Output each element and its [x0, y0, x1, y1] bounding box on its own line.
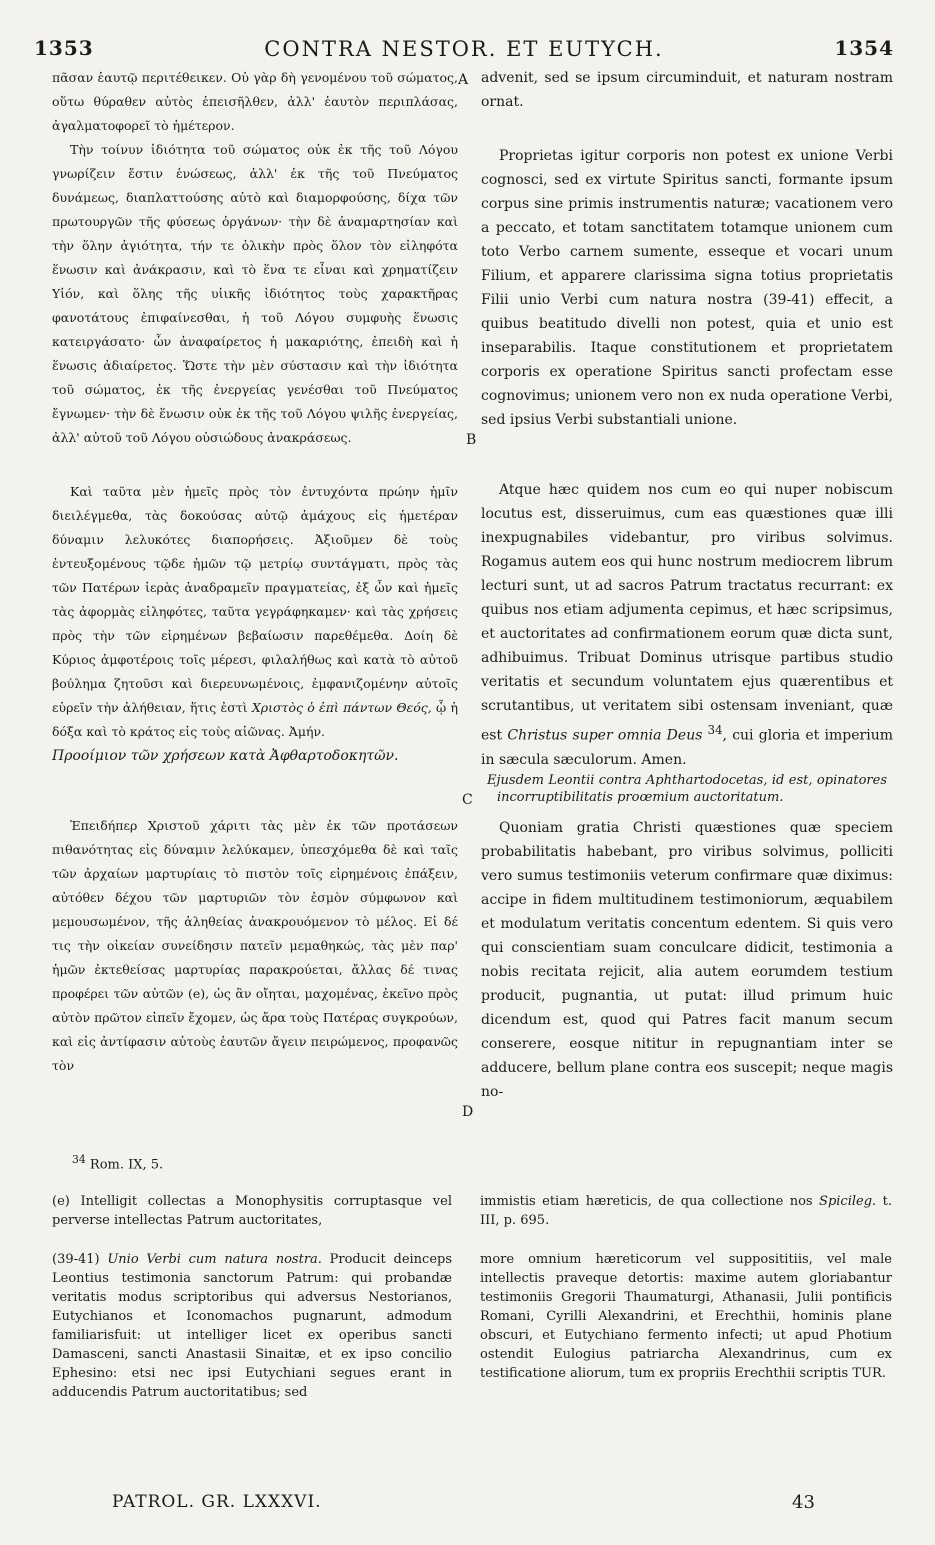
footnote-e-right: immistis etiam hæreticis, de qua collectione nos Spicileg. t. III, p. 695. [480, 1194, 892, 1228]
latin-paragraph [481, 478, 893, 772]
marker-b: B [466, 432, 477, 448]
marker-c: C [462, 792, 473, 808]
page-number-right: 1354 [834, 36, 894, 60]
footnote-34: $^{34}$ Rom. IX, 5. [72, 1153, 164, 1173]
latin-paragraph: advenit, sed se ipsum circuminduit, et naturam nostram ornat. [481, 70, 893, 110]
running-title: CONTRA NESTOR. ET EUTYCH. [264, 37, 664, 61]
greek-paragraph: Τὴν τοίνυν ἰδιότητα τοῦ σώματος οὐκ ἐκ τῆς τοῦ Λόγου γνωρίζειν ἔστιν ἑνώσεως, ἀλλ' ἐκ τῆς τοῦ Πνεύματος δυνάμεως, διαπλαττούσης αὐτὸ καὶ διαμορφούσης, δίχα τῶν πρωτουργῶν τῆς φύσεως ὀργάνων· τὴν δὲ ἀναμαρτησίαν καὶ τὴν ὅλην ἁγιότητα, τήν τε ὁλικὴν πρὸς ὅλον τὸν εἰληφότα ἕνωσιν καὶ ἀνάκρασιν, καὶ τὸ ἕνα τε εἶναι καὶ χρηματίζειν Υἱόν, καὶ ὅλης τῆς υἱικῆς ἰδιότητος τοὺς χαρακτῆρας φανοτάτους ἐπιφαίνεσθαι, ἡ τοῦ Λόγου συμφυὴς ἕνωσις κατειργάσατο· ὧν ἀναφαίρετος ἡ μακαριότης, ἐπειδὴ καὶ ἡ ἕνωσις ἀδιαίρετος. Ὥστε τὴν μὲν σύστασιν καὶ τὴν ἰδιότητα τοῦ σώματος, ἐκ τῆς ἐνεργείας γενέσθαι τοῦ Πνεύματος ἔγνωμεν· τὴν δὲ ἕνωσιν οὐκ ἐκ τῆς τοῦ Λόγου ψιλῆς ἐνεργείας, ἀλλ' αὐτοῦ τοῦ Λόγου οὐσιώδους ἀνακράσεως. [52, 142, 458, 445]
page-number-left: 1353 [34, 36, 94, 60]
footnote-39-right: more omnium hæreticorum vel supposititiis, vel male intellectis praveque detortis: maxime autem gloriabantur testimoniis Gregorii Thaumaturgi, Athanasii, Julii pontificis Romani, Cyrilli Alexandrini, et Erechthii, hominis plane obscuri, et Eutychiano fermento infecti; ut apud Photium ostendit Eulogius patriarcha Alexandrinus, cum ex testificatione aliorum, tum ex propriis Erechthii scriptis TUR. [480, 1252, 892, 1381]
latin-text: Atque hæc quidem nos cum eo qui nuper nobiscum locutus est, disseruimus, cum eas quæstiones quæ illi inexpugnabiles videbantur, pro viribus solvimus. Rogamus autem eos qui hunc nostrum mediocrem librum lecturi sunt, ut ad sacros Patrum tractatus recurrant: ex quibus nos etiam adjumenta cepimus, et hæc scripsimus, et auctoritates ad confirmationem eorum quæ dicta sunt, adhibuimus. Tribuat Dominus utrisque partibus studio veritatis et secundum voluntatem ejus quærentibus et scrutantibus, ut veritatem sibi ostensam inveniant, quæ est [481, 482, 893, 744]
greek-paragraph [52, 480, 458, 744]
greek-section-heading: Προοίμιον τῶν χρήσεων κατὰ Ἀφθαρτοδοκητῶν. [52, 748, 399, 764]
greek-italic-text: Χριστὸς ὁ ἐπὶ πάντων Θεός, [251, 700, 432, 715]
latin-section-heading: Ejusdem Leontii contra Aphthartodocetas, id est, opinatores incorruptibilitatis proœmium auctoritatum. [487, 772, 887, 805]
latin-column [481, 66, 893, 1126]
footnote-39-left: (39-41) Unio Verbi cum natura nostra. Producit deinceps Leontius testimonia sanctorum Patrum: qui probandæ veritatis modus scriptoribus qui adversus Nestorianos, Eutychianos et Iconomachos pugnarunt, admodum familiarisfuit: ut intelliger licet ex operibus sancti Damasceni, sancti Anastasii Sinaitæ, et ex ipso concilio Ephesino: etsi nec ipsi Eutychiani segues erant in adducendis Patrum auctoritatibus; sed [52, 1252, 453, 1400]
latin-text: , cui gloria et imperium in sæcula sæculorum. Amen. [481, 727, 893, 768]
greek-paragraph: πᾶσαν ἑαυτῷ περιτέθεικεν. Οὐ γὰρ δὴ γενομένου τοῦ σώματος, οὕτω θύραθεν αὐτὸς ἐπεισῆλθεν, ἀλλ' ἑαυτὸν περιπλάσας, ἀγαλματοφορεῖ τὸ ἡμέτερον. [52, 70, 458, 133]
marker-d: D [462, 1104, 474, 1120]
gathering-number: 43 [792, 1492, 815, 1513]
latin-paragraph: Quoniam gratia Christi quæstiones quæ speciem probabilitatis habebant, pro viribus solvimus, polliciti vero sumus testimoniis veterum confirmare quæ diximus: accipe in fidem multitudinem testimoniorum, æquabilem et modulatum veritatis concentum edentem. Si quis vero qui conscientiam suam conculcare didicit, testimonia a nobis recitata rejicit, alia autem eorumdem testium producit, pugnantia, ut putat: illud primum huic dicendum est, quod qui Patres facit manum secum conserere, eosque nititur in repugnantiam inter se adducere, bellum plane contra eos suscepit; neque magis no- [481, 819, 893, 1100]
page-header [34, 36, 894, 66]
latin-paragraph: Proprietas igitur corporis non potest ex unione Verbi cognosci, sed ex virtute Spiritus sancti, formante ipsum corpus sine primis instrumentis naturæ; vacationem vero a peccato, et totam sanctitatem totamque unionem cum toto Verbo carnem sumente, esseque et vocari unum Filium, et apparere clarissima signa totius proprietatis Filii unio Verbi cum natura nostra (39-41) effecit, a quibus beatitudo divelli non potest, quia et unio est inseparabilis. Itaque constitutionem et proprietatem corporis ex operatione Spiritus sancti profectam esse cognovimus; unionem vero non ex nuda operatione Verbi, sed ipsius Verbi substantiali unione. [481, 148, 893, 428]
greek-text: ᾧ ἡ δόξα καὶ τὸ κράτος εἰς τοὺς αἰῶνας. Ἀμήν. [52, 700, 458, 739]
page-footer [52, 1492, 894, 1516]
latin-italic-text: Christus super omnia Deus [507, 727, 703, 744]
greek-paragraph: Ἐπειδήπερ Χριστοῦ χάριτι τὰς μὲν ἐκ τῶν προτάσεων πιθανότητας εἰς δύναμιν λελύκαμεν, ὑπεσχόμεθα δὲ καὶ ταῖς τῶν ἀρχαίων μαρτυρίαις τὸ πιστὸν τοῖς εἰρημένοις ἐπάξειν, αὐτόθεν δέχου τῶν μαρτυριῶν τὸν ἐσμὸν σύμφωνον καὶ μεμουσωμένον, τῆς ἀληθείας ἀνακρουόμενον τὸ μέλος. Εἰ δέ τις τὴν οἰκείαν συνείδησιν πατεῖν μεμαθηκώς, τὰς μὲν παρ' ἡμῶν ἐκτεθείσας μαρτυρίας παρακρούεται, ἄλλας δέ τινας προφέρει τῶν αὐτῶν (e), ὡς ἂν οἴηται, μαχομένας, ἐκεῖνο πρὸς αὐτὸν πρῶτον εἰπεῖν ἔχομεν, ὡς ἄρα τοὺς Πατέρας συγκρούων, καὶ εἰς ἀντίφασιν αὐτοὺς ἑαυτῶν ἄγειν πειρώμενος, προφανῶς τὸν [52, 818, 458, 1073]
greek-column [52, 66, 458, 1126]
greek-text: Καὶ ταῦτα μὲν ἡμεῖς πρὸς τὸν ἐντυχόντα πρώην ἡμῖν διειλέγμεθα, τὰς δοκούσας αὐτῷ ἀμάχους εἰς ἡμετέραν δύναμιν λελυκότες διαπορήσεις. Ἀξιοῦμεν δὲ τοὺς ἐντευξομένους τῷδε ἡμῶν τῷ μετρίῳ συντάγματι, πρὸς τὰς τῶν Πατέρων ἱερὰς ἀναδραμεῖν πραγματείας, ἐξ ὧν καὶ ἡμεῖς τὰς ἀφορμὰς εἰληφότες, ταῦτα γεγράφηκαμεν· καὶ τὰς χρήσεις πρὸς τὴν τῶν εἰρημένων βεβαίωσιν παρεθέμεθα. Δοίη δὲ Κύριος ἀμφοτέροις τοῖς μέρεσι, φιλαλήθως καὶ κατὰ τὸ αὐτοῦ βούλημα ζητοῦσι καὶ διερευνωμένοις, ἐμφανιζομένην αὐτοῖς εὑρεῖν τὴν ἀλήθειαν, ἥτις ἐστὶ [52, 484, 458, 715]
marker-a: A [458, 72, 469, 88]
footnote-e-left: (e) Intelligit collectas a Monophysitis corruptasque vel perverse intellectas Patrum auctoritates, [52, 1194, 452, 1228]
footnote-ref: 34 [707, 723, 723, 737]
patrology-signature: PATROL. GR. LXXXVI. [112, 1492, 322, 1512]
